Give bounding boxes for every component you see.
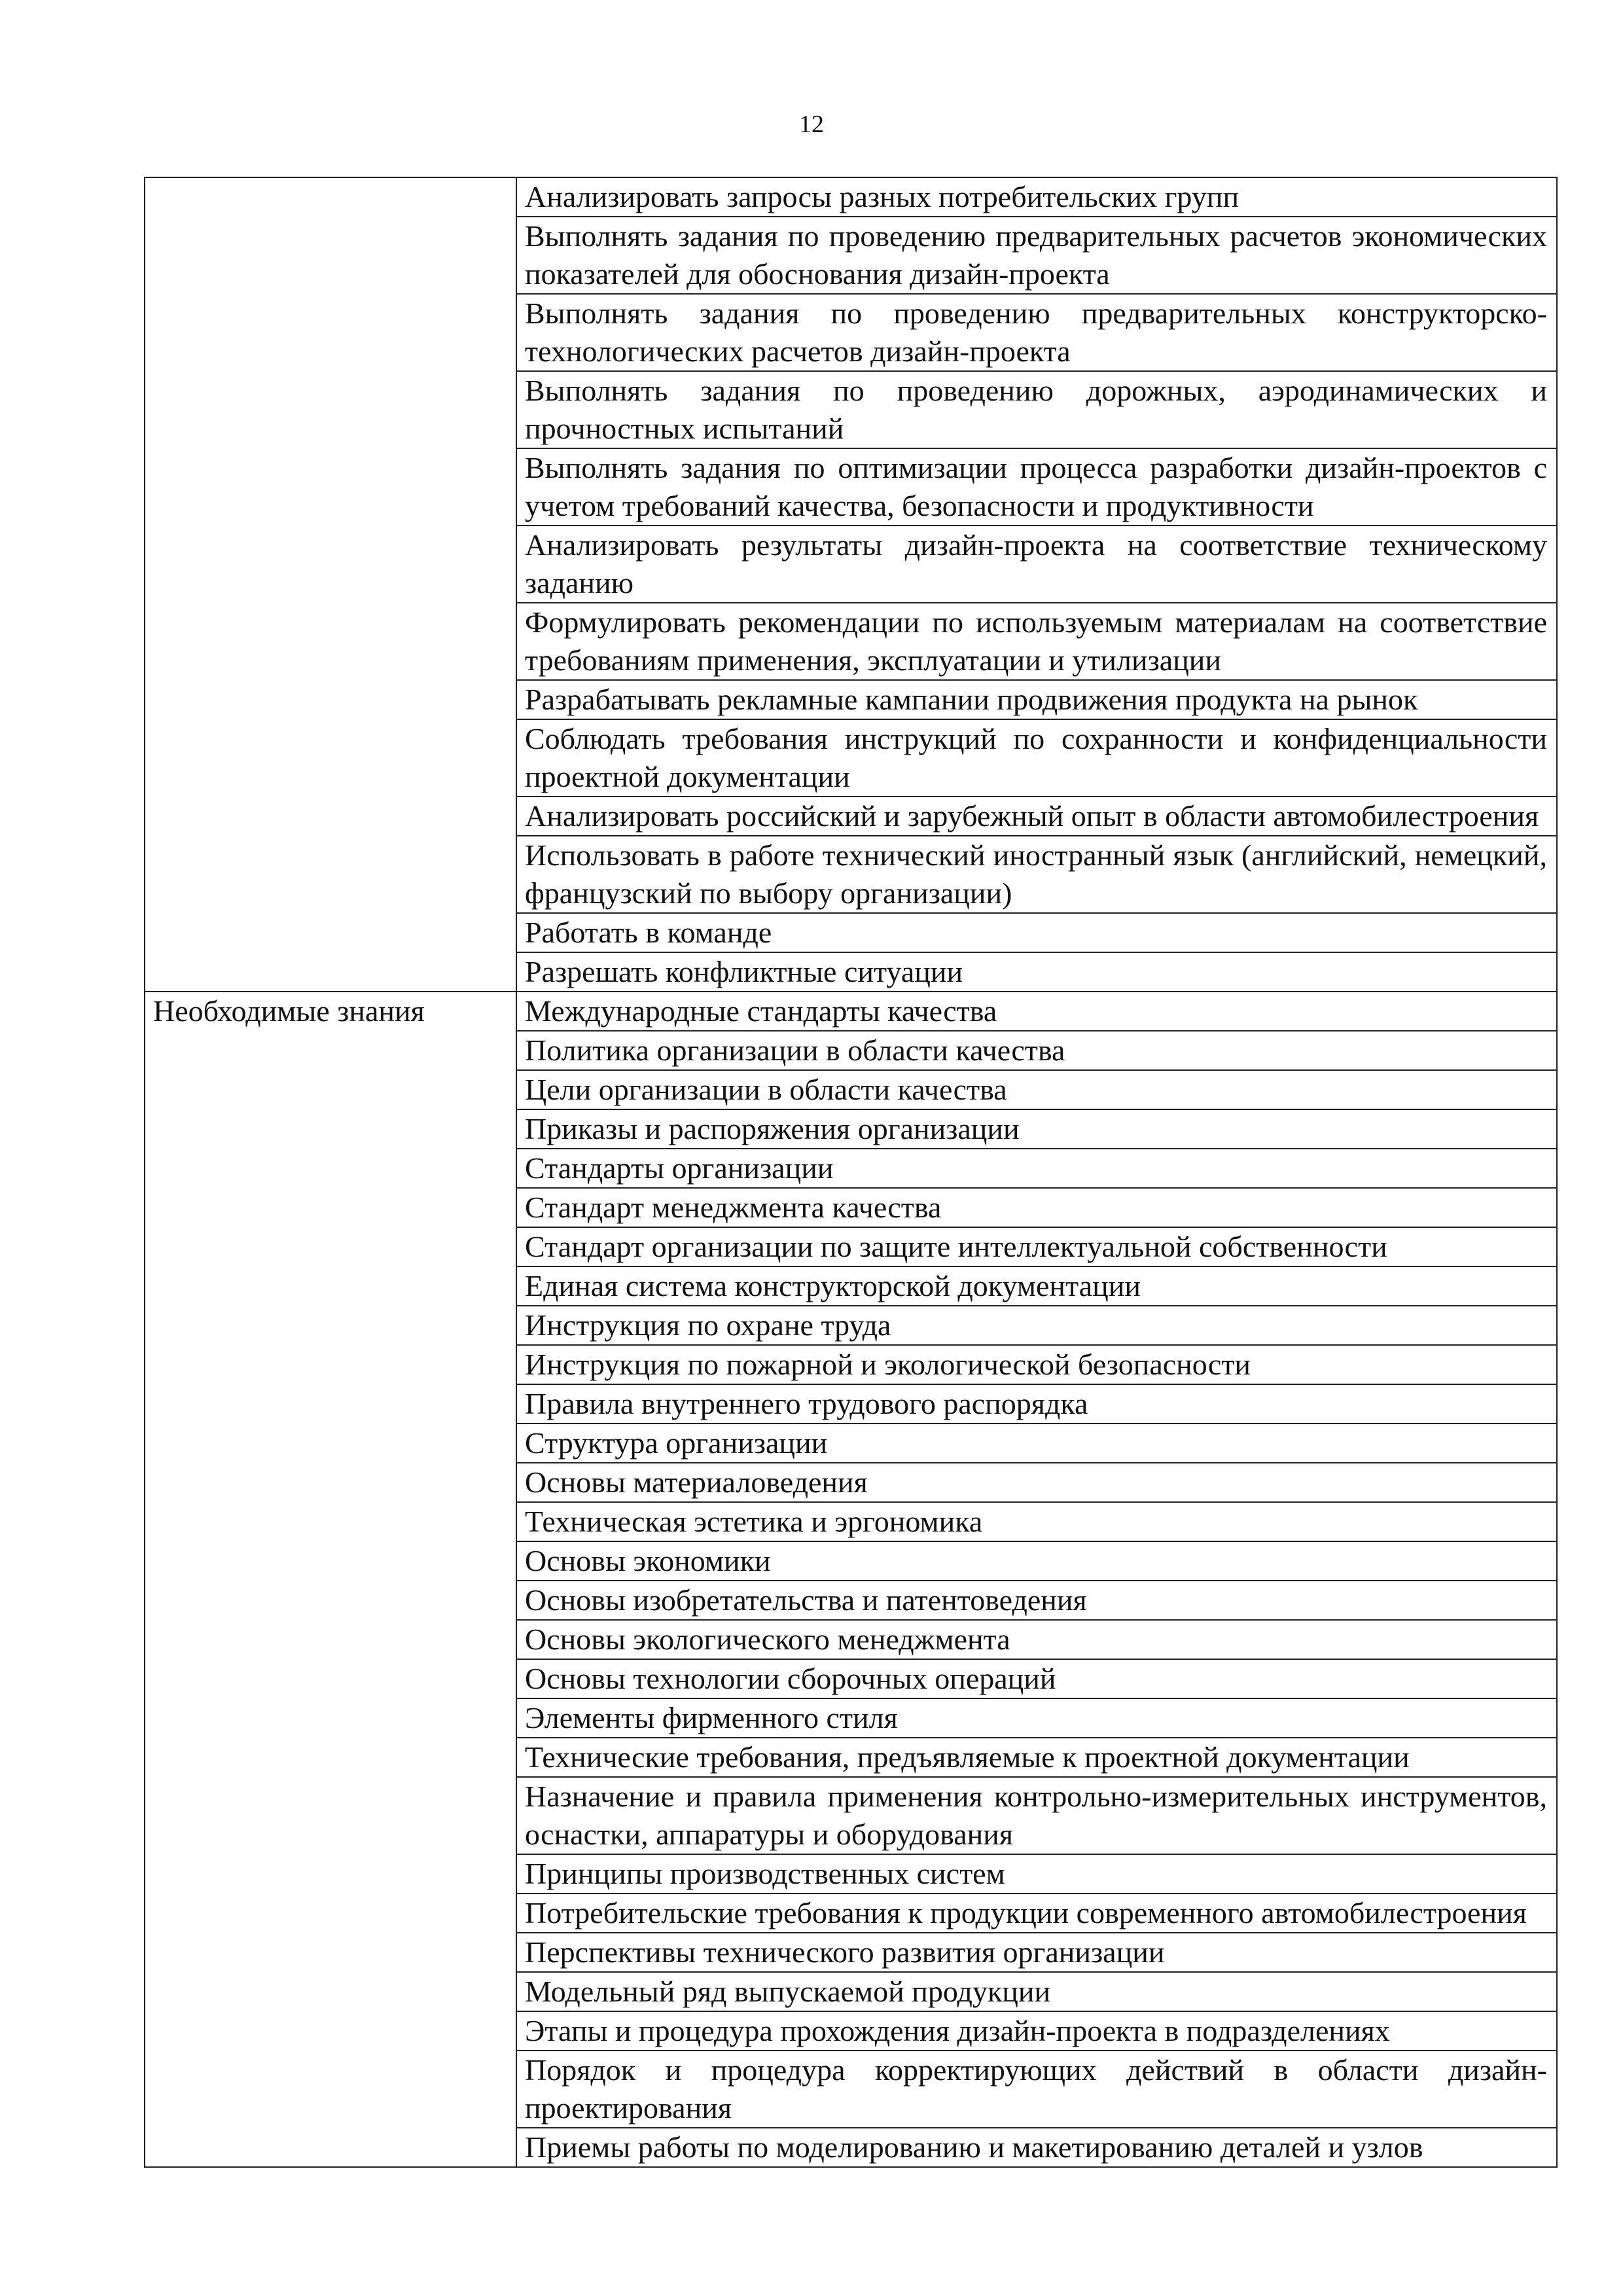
knowledge-item: Правила внутреннего трудового распорядка: [516, 1384, 1557, 1424]
knowledge-item: Потребительские требования к продукции современного автомобилестроения: [516, 1893, 1557, 1933]
category-cell-skills: [145, 177, 516, 992]
knowledge-item: Технические требования, предъявляемые к проектной документации: [516, 1738, 1557, 1777]
knowledge-item: Основы изобретательства и патентоведения: [516, 1581, 1557, 1620]
category-cell-knowledge: Необходимые знания: [145, 992, 516, 2167]
knowledge-item: Цели организации в области качества: [516, 1070, 1557, 1109]
knowledge-item: Приемы работы по моделированию и макетированию деталей и узлов: [516, 2128, 1557, 2167]
knowledge-item: Перспективы технического развития организации: [516, 1933, 1557, 1972]
skill-item: Разрабатывать рекламные кампании продвижения продукта на рынок: [516, 680, 1557, 719]
knowledge-item: Порядок и процедура корректирующих действий в области дизайн-проектирования: [516, 2051, 1557, 2128]
knowledge-item: Основы экологического менеджмента: [516, 1620, 1557, 1659]
table-row: [145, 992, 1557, 1031]
skill-item: Анализировать запросы разных потребительских групп: [516, 177, 1557, 217]
skill-item: Работать в команде: [516, 913, 1557, 952]
knowledge-item: Назначение и правила применения контрольно-измерительных инструментов, оснастки, аппаратуры и оборудования: [516, 1777, 1557, 1854]
knowledge-item: Стандарты организации: [516, 1149, 1557, 1188]
skill-item: Выполнять задания по проведению предварительных расчетов экономических показателей для обоснования дизайн-проекта: [516, 217, 1557, 294]
table-row: [145, 177, 1557, 217]
knowledge-item: Структура организации: [516, 1424, 1557, 1463]
knowledge-item: Политика организации в области качества: [516, 1031, 1557, 1070]
knowledge-item: Основы материаловедения: [516, 1463, 1557, 1502]
knowledge-item: Единая система конструкторской документации: [516, 1266, 1557, 1306]
skill-item: Выполнять задания по оптимизации процесса разработки дизайн-проектов с учетом требований качества, безопасности и продуктивности: [516, 448, 1557, 526]
knowledge-item: Приказы и распоряжения организации: [516, 1109, 1557, 1149]
knowledge-item: Инструкция по охране труда: [516, 1306, 1557, 1345]
knowledge-item: Стандарт организации по защите интеллектуальной собственности: [516, 1227, 1557, 1266]
requirements-table: [144, 177, 1558, 2168]
knowledge-item: Принципы производственных систем: [516, 1854, 1557, 1893]
skill-item: Выполнять задания по проведению предварительных конструкторско-технологических расчетов дизайн-проекта: [516, 294, 1557, 371]
knowledge-item: Основы технологии сборочных операций: [516, 1659, 1557, 1698]
skill-item: Разрешать конфликтные ситуации: [516, 952, 1557, 992]
skill-item: Анализировать российский и зарубежный опыт в области автомобилестроения: [516, 797, 1557, 836]
skill-item: Соблюдать требования инструкций по сохранности и конфиденциальности проектной документации: [516, 719, 1557, 797]
skill-item: Выполнять задания по проведению дорожных, аэродинамических и прочностных испытаний: [516, 371, 1557, 448]
page-number: 12: [799, 111, 824, 138]
skill-item: Использовать в работе технический иностранный язык (английский, немецкий, французский по выбору организации): [516, 836, 1557, 913]
knowledge-item: Этапы и процедура прохождения дизайн-проекта в подразделениях: [516, 2011, 1557, 2051]
skill-item: Анализировать результаты дизайн-проекта на соответствие техническому заданию: [516, 526, 1557, 603]
knowledge-item: Техническая эстетика и эргономика: [516, 1502, 1557, 1541]
knowledge-item: Модельный ряд выпускаемой продукции: [516, 1972, 1557, 2011]
knowledge-item: Элементы фирменного стиля: [516, 1698, 1557, 1738]
knowledge-item: Инструкция по пожарной и экологической безопасности: [516, 1345, 1557, 1384]
knowledge-item: Основы экономики: [516, 1541, 1557, 1581]
knowledge-item: Международные стандарты качества: [516, 992, 1557, 1031]
skill-item: Формулировать рекомендации по используемым материалам на соответствие требованиям применения, эксплуатации и утилизации: [516, 603, 1557, 680]
knowledge-item: Стандарт менеджмента качества: [516, 1188, 1557, 1227]
